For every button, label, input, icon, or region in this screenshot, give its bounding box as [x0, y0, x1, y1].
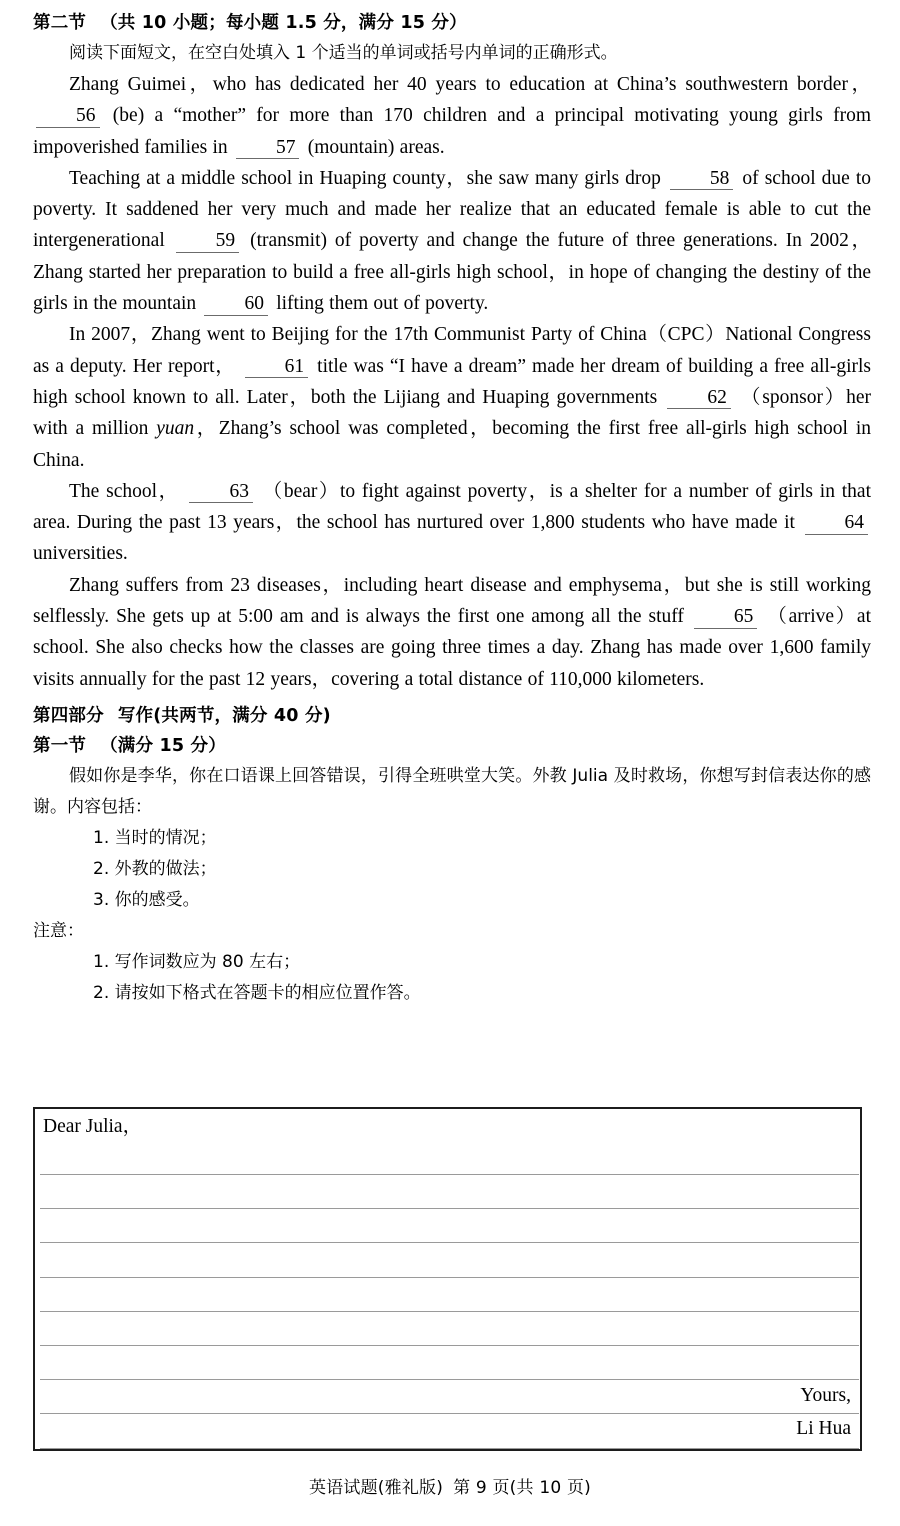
- answer-rule-line: [40, 1311, 859, 1312]
- answer-rule-line: [40, 1208, 859, 1209]
- cloze-blank-58[interactable]: 58: [670, 169, 734, 190]
- cloze-paragraph: The school， 63 （bear）to fight against poverty，is a shelter for a number of girls in that area. During the past 13 years，the school has nurtured over 1,800 students who have made it 64 universities.: [33, 480, 872, 565]
- page-footer: [0, 1473, 900, 1498]
- answer-rule-line: [40, 1242, 859, 1243]
- answer-closing-signature: Li Hua: [796, 1418, 851, 1439]
- part-four-label: 第四部分: [33, 705, 104, 726]
- answer-rule-line: [40, 1174, 859, 1175]
- note-item: 1. 写作词数应为 80 左右；: [93, 951, 301, 972]
- section-two-info: （共 10 小题；每小题 1.5 分，满分 15 分）: [100, 13, 467, 33]
- section-two-instruction: 阅读下面短文，在空白处填入 1 个适当的单词或括号内单词的正确形式。: [69, 43, 618, 63]
- part-four-title: 写作: [117, 705, 154, 726]
- part-four-heading: [33, 701, 871, 731]
- answer-rule-line: [40, 1379, 859, 1380]
- footer-page-info: 第 9 页(共 10 页): [453, 1478, 591, 1498]
- cloze-paragraph: Zhang suffers from 23 diseases，including heart disease and emphysema，but she is still working selflessly. She gets up at 5:00 am and is always the first one among all the stuff 65 （arrive）at school. She also checks how the classes are going three times a day. Zhang has made over 1,600 family visits annually for the past 12 years，covering a total distance of 110,000 kilometers.: [33, 574, 871, 690]
- cloze-blank-60[interactable]: 60: [204, 294, 268, 315]
- italic-term: yuan: [156, 418, 195, 440]
- cloze-blank-59[interactable]: 59: [176, 231, 240, 252]
- cloze-blank-64[interactable]: 64: [805, 513, 869, 534]
- footer-subject: 英语试题(雅礼版): [308, 1478, 444, 1498]
- notes-label: 注意：: [33, 920, 84, 941]
- section-one-heading: [33, 731, 871, 761]
- cloze-blank-63[interactable]: 63: [189, 482, 253, 503]
- section-two-label: 第二节: [33, 13, 87, 33]
- page-content: [33, 8, 871, 1009]
- cloze-paragraph: Teaching at a middle school in Huaping county，she saw many girls drop 58 of school due to poverty. It saddened her very much and made her realize that an educated female is able to cut the intergenerational 59 (transmit) of poverty and change the future of three generations. In 2002，Zhang started her preparation to build a free all-girls high school，in hope of changing the destiny of the girls in the mountain 60 lifting them out of poverty.: [33, 167, 872, 315]
- section-one-label: 第一节: [33, 735, 87, 756]
- cloze-blank-65[interactable]: 65: [694, 607, 758, 628]
- notes-list: [33, 947, 871, 1009]
- cloze-paragraph: In 2007，Zhang went to Beijing for the 17th Communist Party of China（CPC）National Congress as a deputy. Her report， 61 title was “I have a dream” made her dream of building a free all-girls high school known to all. Later，both the Lijiang and Huaping governments 62 （sponsor）her with a million yuan，Zhang’s school was completed，becoming the first free all-girls high school in China.: [33, 324, 872, 471]
- answer-rule-line: [40, 1448, 859, 1449]
- answer-box[interactable]: [33, 1107, 862, 1451]
- note-item: 2. 请按如下格式在答题卡的相应位置作答。: [93, 982, 421, 1003]
- part-four-info: (共两节，满分 40 分): [153, 705, 331, 726]
- answer-salutation: Dear Julia，: [43, 1116, 143, 1137]
- content-point: 1. 当时的情况；: [93, 827, 217, 848]
- section-two-heading: [33, 8, 871, 38]
- cloze-blank-56[interactable]: 56: [36, 106, 100, 127]
- answer-rule-line: [40, 1345, 859, 1346]
- writing-prompt: 假如你是李华，你在口语课上回答错误，引得全班哄堂大笑。外教 Julia 及时救场，你想写封信表达你的感谢。内容包括：: [33, 765, 871, 817]
- cloze-blank-57[interactable]: 57: [236, 138, 300, 159]
- answer-rule-line: [40, 1277, 859, 1278]
- content-points: [33, 823, 871, 916]
- cloze-blank-62[interactable]: 62: [667, 388, 731, 409]
- section-one-info: （满分 15 分）: [100, 735, 226, 756]
- cloze-blank-61[interactable]: 61: [245, 357, 309, 378]
- content-point: 2. 外教的做法；: [93, 858, 217, 879]
- cloze-passage: [33, 69, 871, 695]
- answer-closing-yours: Yours,: [800, 1385, 851, 1406]
- cloze-paragraph: Zhang Guimei，who has dedicated her 40 years to education at China’s southwestern border， 56 (be) a “mother” for more than 170 children and a principal motivating young girls from impoverished families in 57 (mountain) areas.: [33, 74, 871, 158]
- content-point: 3. 你的感受。: [93, 889, 200, 910]
- answer-rule-line: [40, 1413, 859, 1414]
